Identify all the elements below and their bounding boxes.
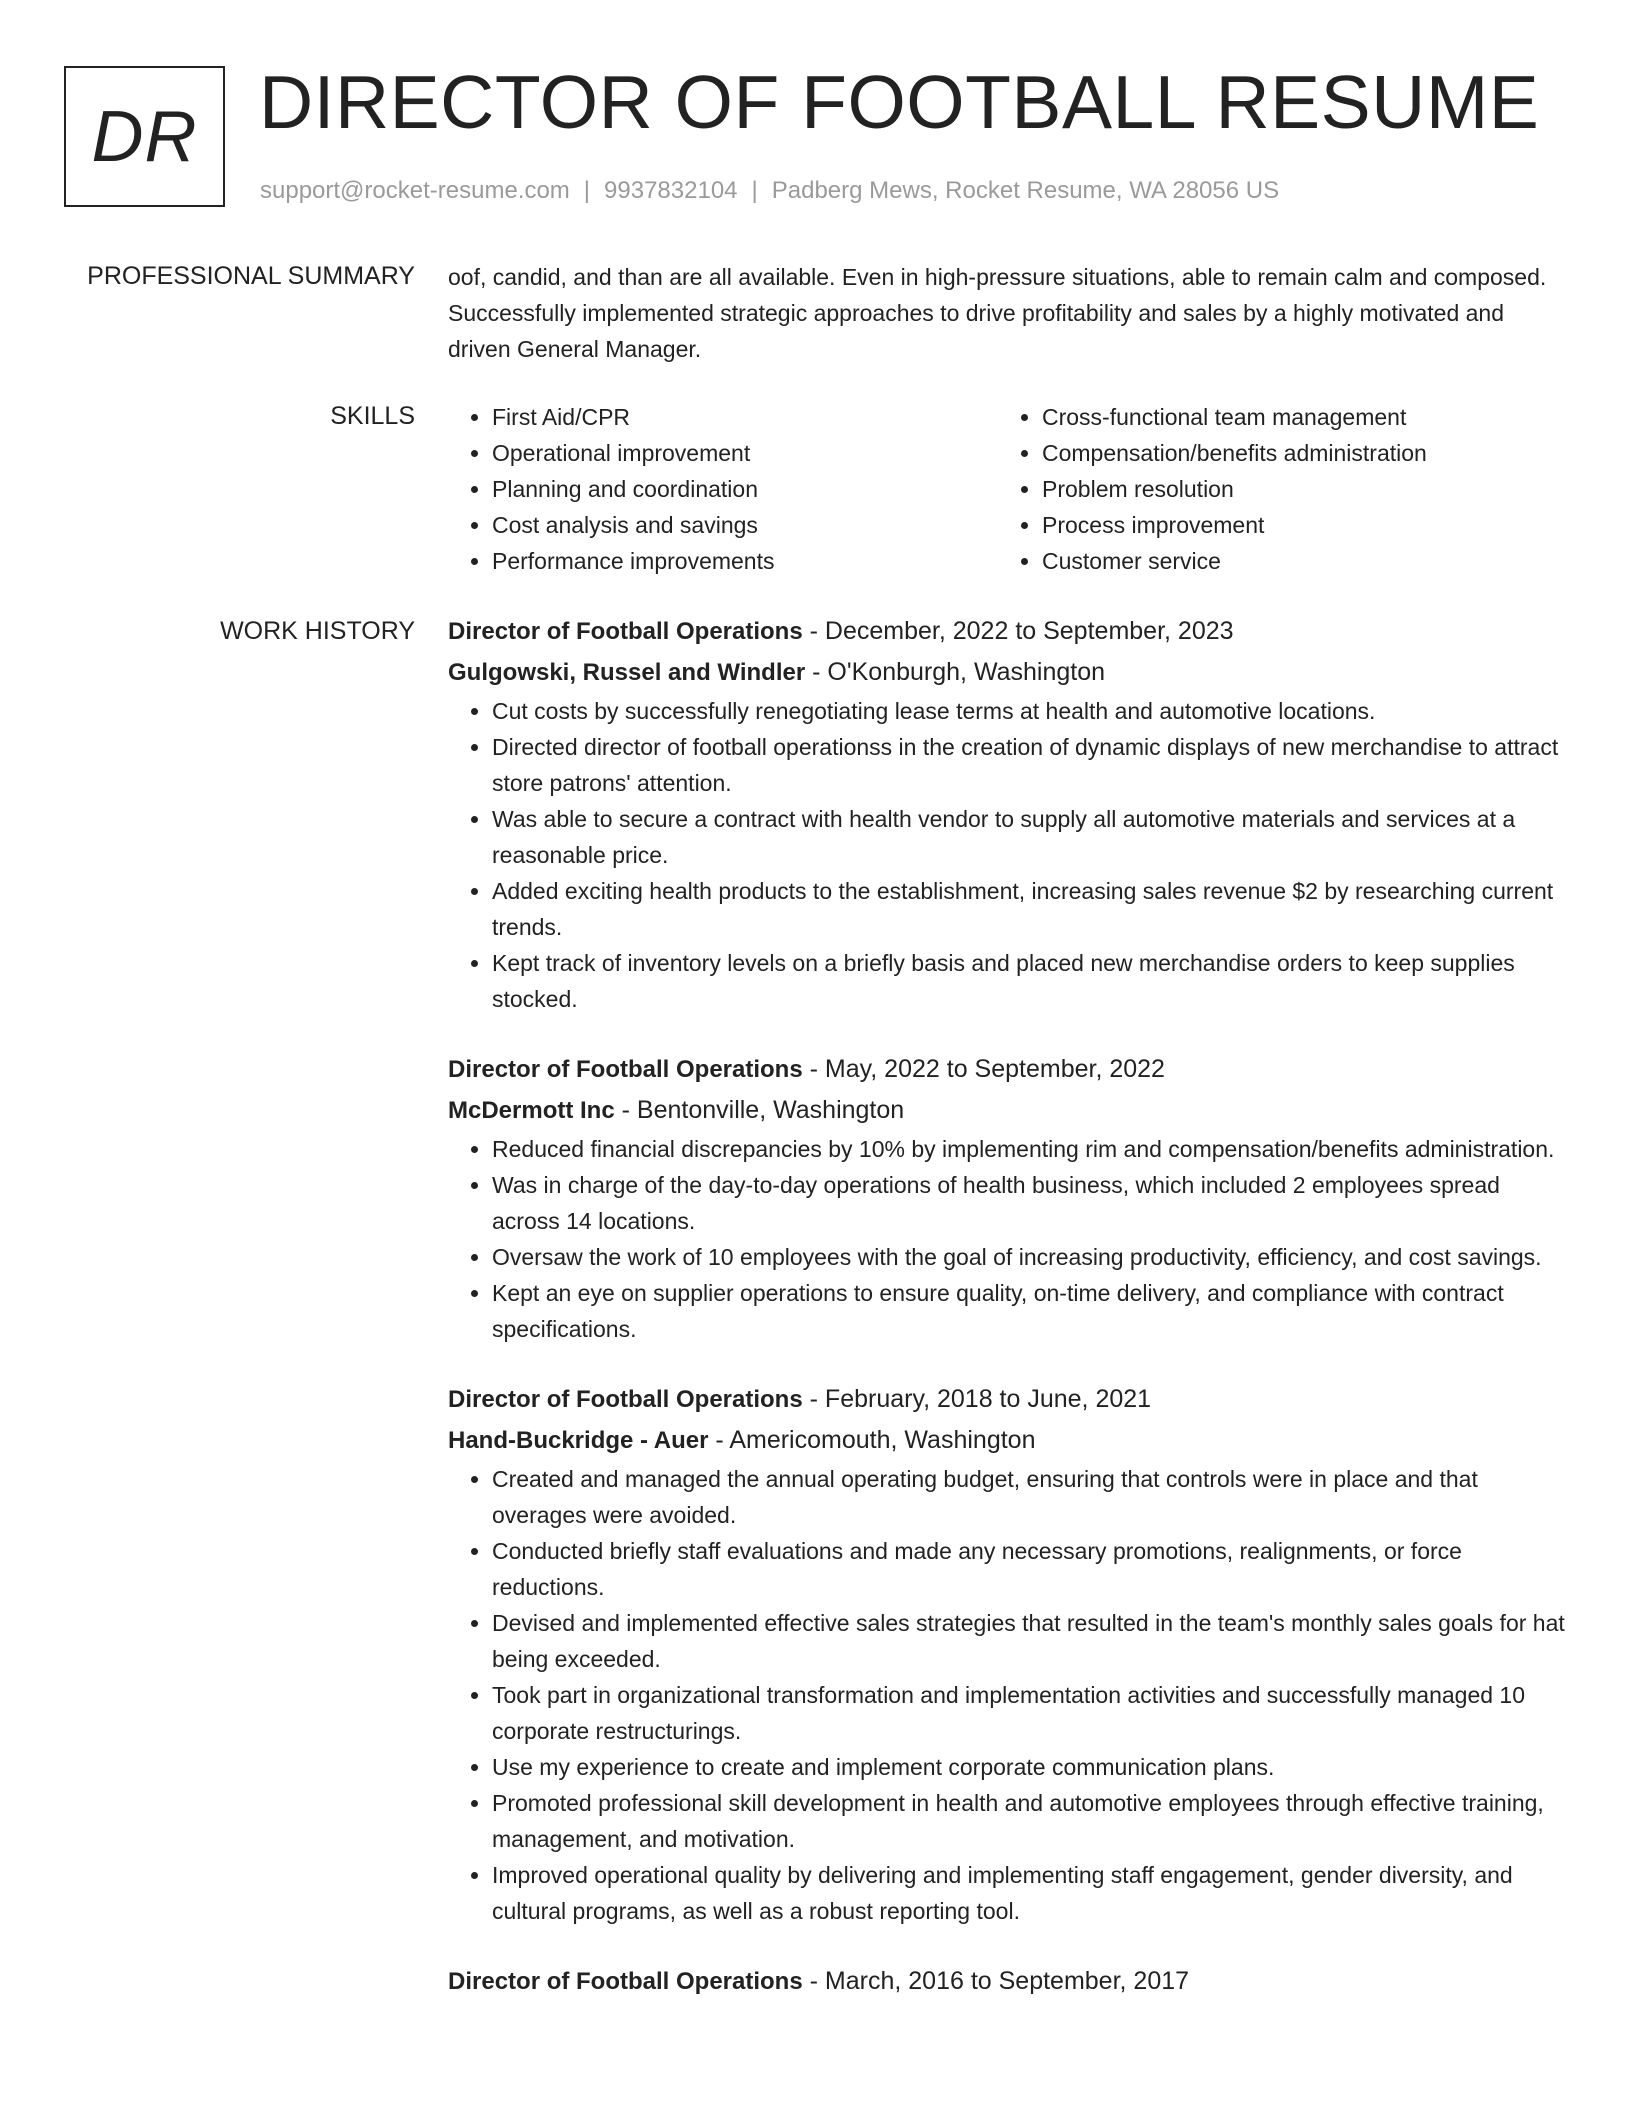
job-title-line xyxy=(448,611,1573,652)
skill-item: • Compensation/benefits administration xyxy=(1042,435,1548,471)
summary-heading: PROFESSIONAL SUMMARY xyxy=(87,262,415,290)
contact-address: Padberg Mews, Rocket Resume, WA 28056 US xyxy=(771,177,1280,204)
job-title: Director of Football Operations xyxy=(448,618,803,645)
job-bullet: • Conducted briefly staff evaluations and made any necessary promotions, realignments, or force reductions. xyxy=(492,1533,1573,1605)
job-company: Hand-Buckridge - Auer xyxy=(448,1427,709,1454)
job-company-line xyxy=(448,1420,1573,1461)
skill-item: • Problem resolution xyxy=(1042,471,1548,507)
skill-item: • Customer service xyxy=(1042,543,1548,579)
job-bullet: • Was in charge of the day-to-day operations of health business, which included 2 employees spread across 14 locations. xyxy=(492,1167,1573,1239)
skills-section xyxy=(448,399,1573,579)
job-dates: - December, 2022 to September, 2023 xyxy=(802,617,1234,645)
job-entry xyxy=(448,1961,1573,2002)
job-bullet: • Improved operational quality by delivering and implementing staff engagement, gender diversity, and cultural programs, as well as a robust reporting tool. xyxy=(492,1857,1573,1929)
job-location: - O'Konburgh, Washington xyxy=(805,658,1106,686)
job-title-line xyxy=(448,1961,1573,2002)
skill-item: • Planning and coordination xyxy=(492,471,998,507)
job-bullet: • Took part in organizational transformation and implementation activities and successfully managed 10 corporate restructurings. xyxy=(492,1677,1573,1749)
work-history-heading: WORK HISTORY xyxy=(220,617,415,645)
job-bullet: • Added exciting health products to the establishment, increasing sales revenue $2 by researching current trends. xyxy=(492,873,1573,945)
job-entry xyxy=(448,611,1573,1017)
job-title: Director of Football Operations xyxy=(448,1968,803,1995)
skill-item: • Operational improvement xyxy=(492,435,998,471)
skills-heading: SKILLS xyxy=(330,402,415,430)
job-bullet: • Devised and implemented effective sales strategies that resulted in the team's monthly sales goals for hat being exceeded. xyxy=(492,1605,1573,1677)
contact-separator: | xyxy=(583,177,591,204)
skills-column-left xyxy=(448,399,998,579)
job-company: McDermott Inc xyxy=(448,1097,615,1124)
job-bullets xyxy=(448,1461,1573,1929)
job-bullets xyxy=(448,693,1573,1017)
job-entry xyxy=(448,1379,1573,1929)
job-title: Director of Football Operations xyxy=(448,1386,803,1413)
job-dates: - February, 2018 to June, 2021 xyxy=(802,1385,1152,1413)
job-entry xyxy=(448,1049,1573,1347)
skills-column-right xyxy=(998,399,1548,579)
job-title: Director of Football Operations xyxy=(448,1056,803,1083)
skill-item: • Cross-functional team management xyxy=(1042,399,1548,435)
job-bullet: • Directed director of football operationss in the creation of dynamic displays of new merchandise to attract store patrons' attention. xyxy=(492,729,1573,801)
job-bullet: • Created and managed the annual operating budget, ensuring that controls were in place and that overages were avoided. xyxy=(492,1461,1573,1533)
job-location: - Bentonville, Washington xyxy=(614,1096,905,1124)
job-company-line xyxy=(448,652,1573,693)
job-bullet: • Reduced financial discrepancies by 10% by implementing rim and compensation/benefits administration. xyxy=(492,1131,1573,1167)
job-bullet: • Promoted professional skill development in health and automotive employees through effective training, management, and motivation. xyxy=(492,1785,1573,1857)
job-bullet: • Use my experience to create and implement corporate communication plans. xyxy=(492,1749,1573,1785)
job-bullet: • Oversaw the work of 10 employees with the goal of increasing productivity, efficiency, and cost savings. xyxy=(492,1239,1573,1275)
contact-line xyxy=(260,176,1279,206)
job-company-line xyxy=(448,1090,1573,1131)
skill-item: • Cost analysis and savings xyxy=(492,507,998,543)
job-bullets xyxy=(448,1131,1573,1347)
job-bullet: • Cut costs by successfully renegotiating lease terms at health and automotive locations. xyxy=(492,693,1573,729)
job-title-line xyxy=(448,1049,1573,1090)
job-bullet: • Kept an eye on supplier operations to ensure quality, on-time delivery, and compliance with contract specifications. xyxy=(492,1275,1573,1347)
contact-email[interactable]: support@rocket-resume.com xyxy=(260,177,570,204)
job-dates: - March, 2016 to September, 2017 xyxy=(802,1967,1190,1995)
job-company: Gulgowski, Russel and Windler xyxy=(448,659,806,686)
monogram-initials: DR xyxy=(91,96,198,177)
job-bullet: • Was able to secure a contract with health vendor to supply all automotive materials and services at a reasonable price. xyxy=(492,801,1573,873)
skill-item: • Process improvement xyxy=(1042,507,1548,543)
contact-separator: | xyxy=(751,177,758,204)
monogram-box xyxy=(64,66,225,207)
work-history-section xyxy=(448,611,1573,2034)
skill-item: • First Aid/CPR xyxy=(492,399,998,435)
summary-section xyxy=(448,259,1573,367)
job-dates: - May, 2022 to September, 2022 xyxy=(802,1055,1165,1083)
summary-text: oof, candid, and than are all available. Even in high-pressure situations, able to remain calm and composed. Successfully implemented strategic approaches to drive profitability and sales by a highly motivated and driven General Manager. xyxy=(448,264,1547,362)
job-location: - Americomouth, Washington xyxy=(708,1426,1036,1454)
job-title-line xyxy=(448,1379,1573,1420)
resume-title: DIRECTOR OF FOOTBALL RESUME xyxy=(259,60,1540,144)
job-bullet: • Kept track of inventory levels on a briefly basis and placed new merchandise orders to keep supplies stocked. xyxy=(492,945,1573,1017)
skill-item: • Performance improvements xyxy=(492,543,998,579)
contact-phone[interactable]: 9937832104 xyxy=(604,177,738,204)
